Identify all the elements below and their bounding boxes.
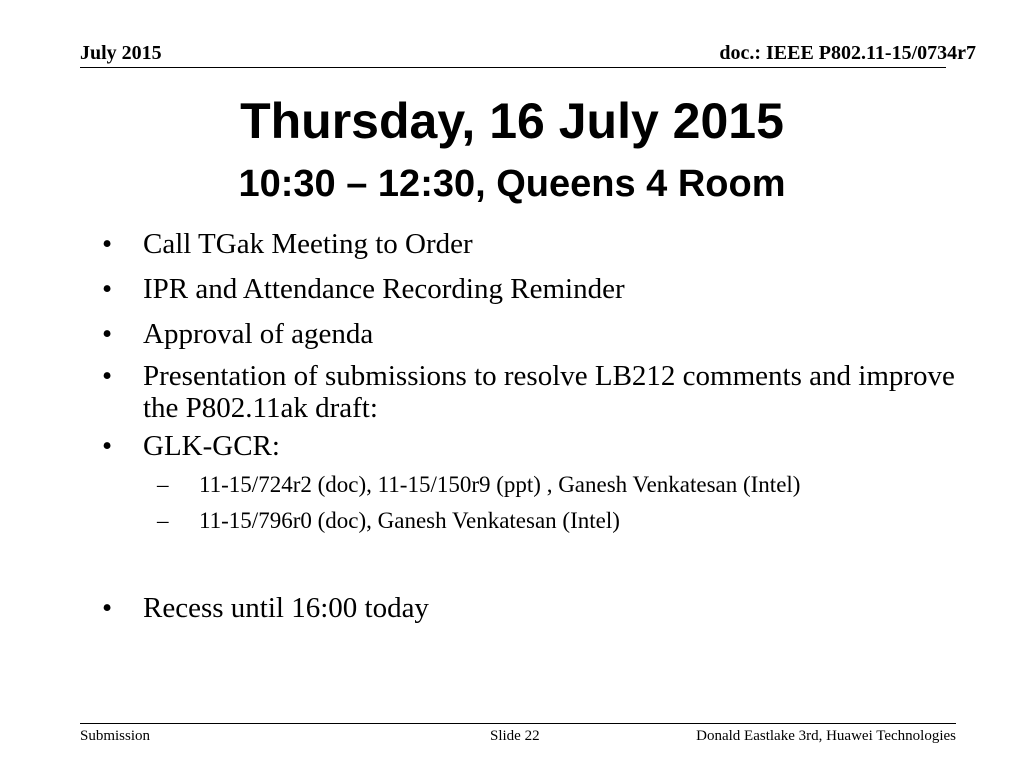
sub-agenda-item-text: 11-15/796r0 (doc), Ganesh Venkatesan (Intel) — [199, 508, 620, 533]
bullet-marker: • — [102, 592, 113, 624]
header-date: July 2015 — [80, 42, 162, 64]
bullet-marker: • — [102, 273, 113, 305]
agenda-item-text: Call TGak Meeting to Order — [143, 228, 473, 260]
sub-agenda-item — [157, 472, 962, 498]
dash-marker: – — [157, 472, 169, 497]
sub-agenda-item — [157, 508, 962, 534]
agenda-item — [102, 592, 962, 624]
agenda-item-text: GLK-GCR: — [143, 430, 280, 462]
footer-author: Donald Eastlake 3rd, Huawei Technologies — [696, 728, 956, 744]
bullet-marker: • — [102, 318, 113, 350]
sub-agenda-list — [143, 472, 962, 534]
agenda-item-text: Approval of agenda — [143, 318, 374, 350]
agenda-item-text: Presentation of submissions to resolve LB212 comments and improve the P802.11ak draft: — [143, 360, 955, 424]
agenda-item-text: Recess until 16:00 today — [143, 592, 429, 624]
footer-slide-number: Slide 22 — [490, 728, 540, 744]
dash-marker: – — [157, 508, 169, 533]
footer-submission: Submission — [80, 728, 151, 744]
bullet-marker: • — [102, 430, 113, 462]
slide-title: Thursday, 16 July 2015 — [240, 93, 784, 149]
agenda-item — [102, 228, 962, 260]
footer-divider — [80, 723, 956, 724]
sub-agenda-item-text: 11-15/724r2 (doc), 11-15/150r9 (ppt) , Ganesh Venkatesan (Intel) — [199, 472, 801, 497]
header-divider — [80, 67, 946, 68]
agenda-item-text: IPR and Attendance Recording Reminder — [143, 273, 625, 305]
agenda-item — [102, 360, 962, 424]
agenda-item — [102, 318, 962, 350]
header-doc-id: doc.: IEEE P802.11-15/0734r7 — [719, 42, 976, 64]
bullet-marker: • — [102, 360, 113, 392]
agenda-item — [102, 273, 962, 305]
agenda-item — [102, 430, 962, 534]
agenda-list — [102, 224, 962, 624]
slide-subtitle: 10:30 – 12:30, Queens 4 Room — [238, 163, 786, 205]
bullet-marker: • — [102, 228, 113, 260]
